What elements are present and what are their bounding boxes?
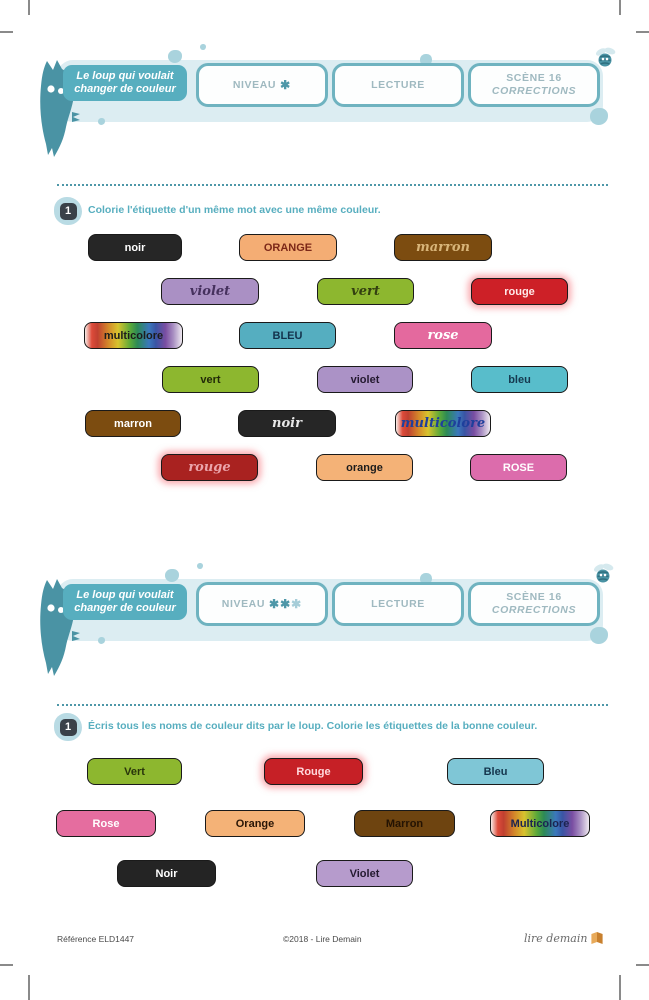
color-label-rose: rose (394, 322, 492, 349)
color-label-orange: orange (316, 454, 413, 481)
niveau-box (196, 63, 328, 107)
corrections-label: CORRECTIONS (491, 604, 577, 616)
splat-decoration (590, 627, 608, 644)
fly-icon (590, 561, 616, 587)
exercise-instruction: Écris tous les noms de couleur dits par le loup. Colorie les étiquettes de la bonne couleur. (88, 720, 538, 732)
scene-label: SCÈNE 16 (506, 591, 562, 603)
footer-reference: Référence ELD1447 (57, 934, 135, 944)
niveau-box (196, 582, 328, 626)
footer-copyright: ©2018 - Lire Demain (283, 934, 362, 944)
publisher-logo (524, 930, 605, 946)
splat-decoration (197, 563, 203, 569)
color-label-rouge: Rouge (264, 758, 363, 785)
niveau-label: NIVEAU (221, 597, 266, 610)
star-icon: ✱ (280, 77, 292, 92)
dotted-divider (57, 704, 608, 706)
book-title-line1: Le loup qui voulait (76, 70, 174, 82)
crop-mark (619, 975, 621, 1000)
crop-mark (636, 964, 649, 966)
color-label-multicolore: multicolore (395, 410, 491, 437)
color-label-vert: Vert (87, 758, 182, 785)
crop-mark (619, 0, 621, 15)
color-label-vert: vert (317, 278, 414, 305)
lecture-label: LECTURE (371, 597, 425, 610)
star-icon: ✱ (269, 596, 281, 611)
open-book-icon (589, 930, 605, 946)
fly-icon (592, 45, 618, 71)
color-label-rose: Rose (56, 810, 156, 837)
color-label-orange: Orange (205, 810, 305, 837)
color-label-orange: ORANGE (239, 234, 337, 261)
splat-decoration (98, 118, 105, 125)
color-label-noir: Noir (117, 860, 216, 887)
color-label-rouge: rouge (471, 278, 568, 305)
color-label-noir: noir (238, 410, 336, 437)
book-title-line2: changer de couleur (74, 602, 176, 614)
niveau-stars (269, 598, 302, 611)
dotted-divider (57, 184, 608, 186)
lecture-box (332, 582, 464, 626)
star-icon: ✱ (280, 596, 292, 611)
exercise-number-badge (54, 713, 82, 741)
color-label-vert: vert (162, 366, 259, 393)
color-label-violet: Violet (316, 860, 413, 887)
niveau-stars (280, 79, 291, 92)
publisher-logo-text: lire demain (524, 931, 588, 945)
color-label-rouge: rouge (161, 454, 258, 481)
color-label-marron: marron (85, 410, 181, 437)
book-title-line2: changer de couleur (74, 83, 176, 95)
color-label-multicolore: Multicolore (490, 810, 590, 837)
crop-mark (0, 964, 13, 966)
color-label-noir: noir (88, 234, 182, 261)
splat-decoration (590, 108, 608, 125)
splat-decoration (98, 637, 105, 644)
color-label-multicolore: multicolore (84, 322, 183, 349)
crop-mark (28, 975, 30, 1000)
niveau-label: NIVEAU (232, 78, 277, 91)
exercise-instruction: Colorie l'étiquette d'un même mot avec une même couleur. (88, 204, 381, 216)
star-icon: ✱ (291, 596, 303, 611)
color-label-violet: violet (317, 366, 413, 393)
exercise-number: 1 (60, 203, 77, 220)
color-label-bleu: bleu (471, 366, 568, 393)
book-title-line1: Le loup qui voulait (76, 589, 174, 601)
exercise-number-badge (54, 197, 82, 225)
color-label-bleu: BLEU (239, 322, 336, 349)
color-label-violet: violet (161, 278, 259, 305)
color-label-bleu: Bleu (447, 758, 544, 785)
lecture-box (332, 63, 464, 107)
scene-label: SCÈNE 16 (506, 72, 562, 84)
scene-box (468, 63, 600, 107)
crop-mark (636, 31, 649, 33)
splat-decoration (200, 44, 206, 50)
corrections-label: CORRECTIONS (491, 85, 577, 97)
color-label-marron: Marron (354, 810, 455, 837)
crop-mark (0, 31, 13, 33)
scene-box (468, 582, 600, 626)
book-title-badge (63, 584, 187, 620)
lecture-label: LECTURE (371, 78, 425, 91)
book-title-badge (63, 65, 187, 101)
color-label-marron: marron (394, 234, 492, 261)
exercise-number: 1 (60, 719, 77, 736)
crop-mark (28, 0, 30, 15)
color-label-rose: ROSE (470, 454, 567, 481)
